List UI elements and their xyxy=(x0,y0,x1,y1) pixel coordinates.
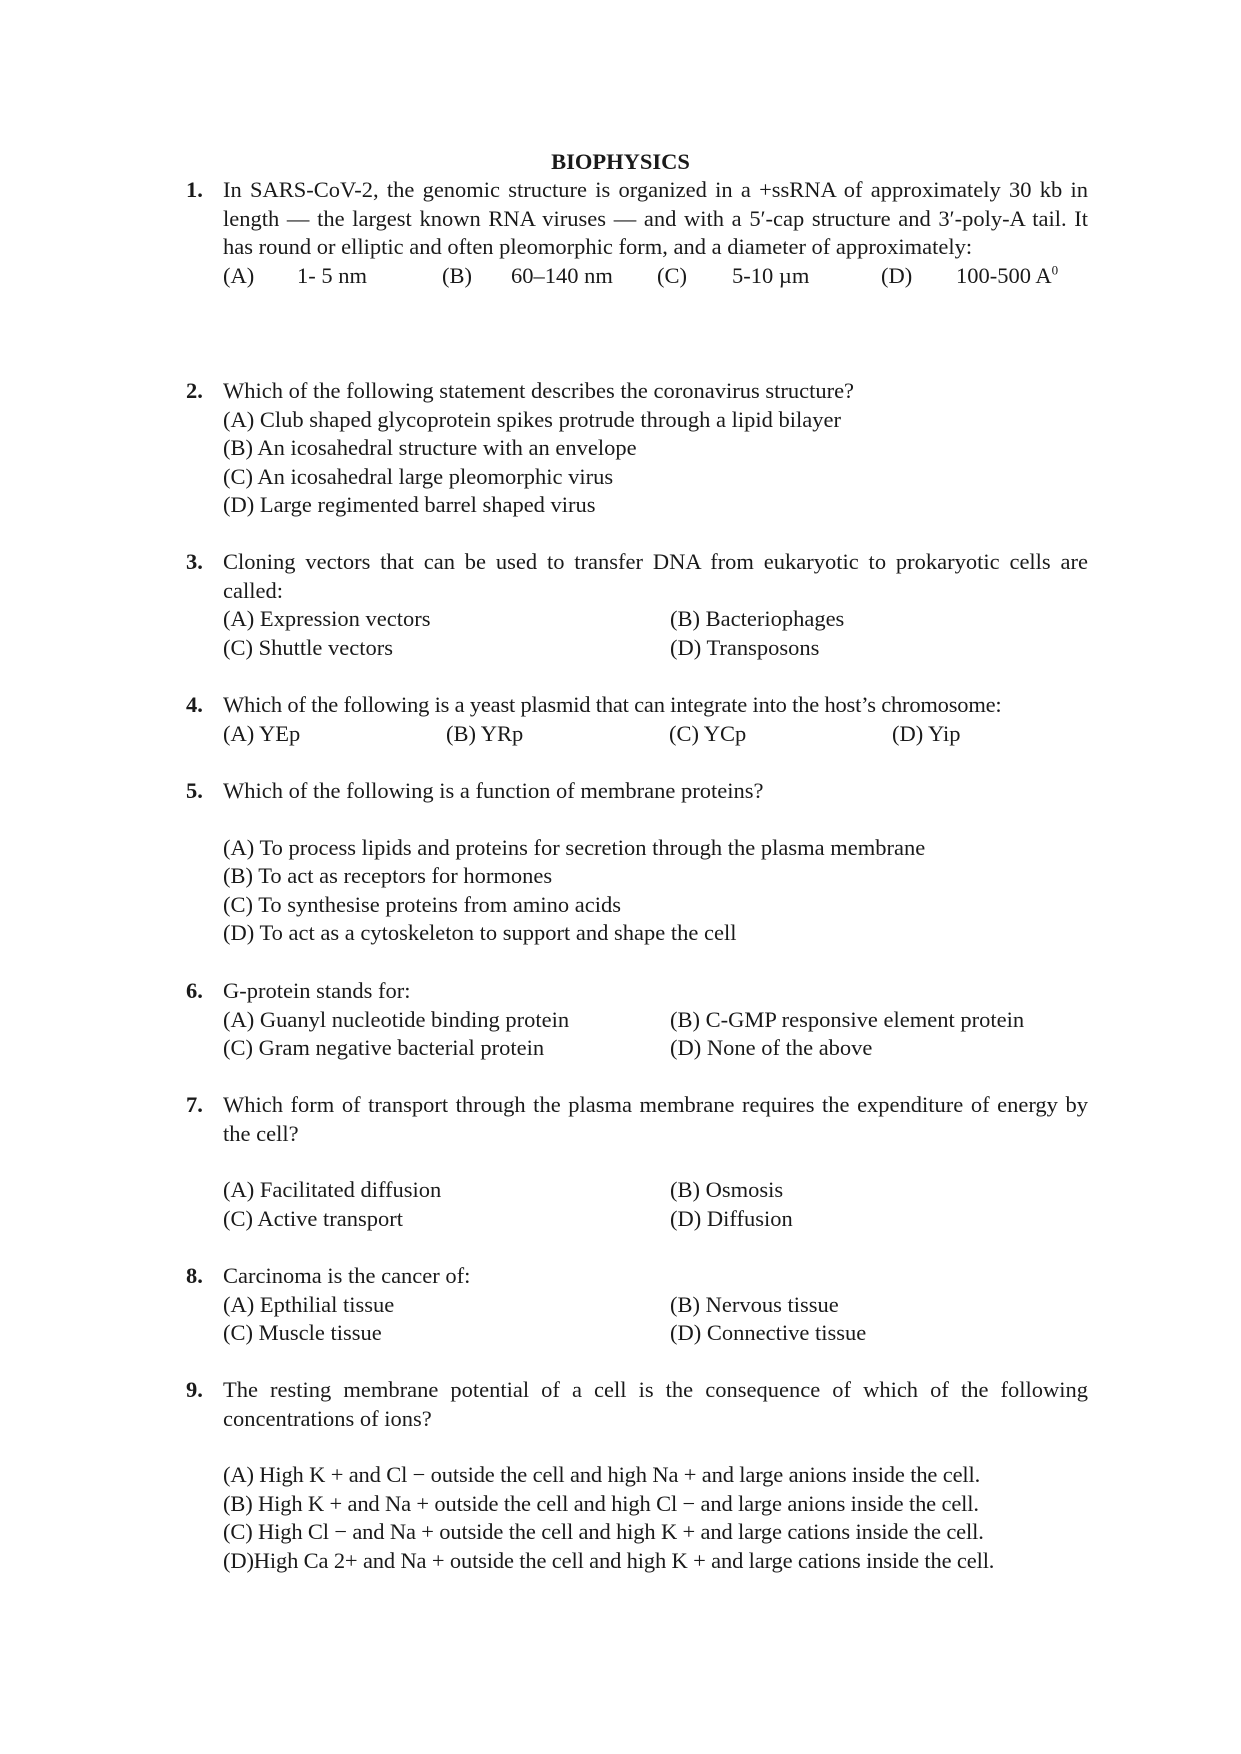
options-row xyxy=(223,720,1088,749)
option-c: (C) An icosahedral large pleomorphic virus xyxy=(223,463,614,489)
option-a: (A) Facilitated diffusion xyxy=(223,1177,442,1202)
question-number: 8. xyxy=(186,1263,203,1288)
option-b: (B) An icosahedral structure with an envelope xyxy=(223,435,637,460)
option-b-label: (B) xyxy=(442,262,472,288)
question-text: Which form of transport through the plasma membrane requires the expenditure of energy by the cell? xyxy=(223,1092,1088,1146)
options-grid xyxy=(223,1006,1088,1063)
question-text: In SARS-CoV-2, the genomic structure is organized in a +ssRNA of approximately 30 kb in length — the largest known RNA viruses — and with a 5′-cap structure and 3′-poly-A tail. It has round or elliptic and often pleomorphic form, and a diameter of approximately: xyxy=(223,177,1088,259)
option-d: (D) Diffusion xyxy=(670,1205,793,1231)
question-3 xyxy=(186,548,1088,662)
question-number: 6. xyxy=(186,978,203,1003)
options-grid xyxy=(223,605,1088,662)
options-grid xyxy=(223,1291,1088,1348)
option-a: (A) To process lipids and proteins for secretion through the plasma membrane xyxy=(223,834,926,860)
option-b: (B) C-GMP responsive element protein xyxy=(670,1006,1025,1032)
question-7 xyxy=(186,1091,1088,1233)
question-text: The resting membrane potential of a cell is the consequence of which of the following concentrations of ions? xyxy=(223,1377,1088,1431)
option-b: (B) High K + and Na + outside the cell and high Cl − and large anions inside the cell. xyxy=(223,1490,979,1516)
question-2 xyxy=(186,377,1088,520)
options-list xyxy=(223,1461,1088,1575)
option-d: (D)High Ca 2+ and Na + outside the cell and high K + and large cations inside the cell. xyxy=(223,1547,995,1573)
option-b: (B) Osmosis xyxy=(670,1177,784,1202)
question-number: 3. xyxy=(186,549,203,574)
options-grid xyxy=(223,1176,1088,1233)
option-c: (C) To synthesise proteins from amino acids xyxy=(223,891,621,917)
option-c: (C) Shuttle vectors xyxy=(223,634,393,660)
option-c-value: 5-10 µm xyxy=(732,262,810,288)
question-8 xyxy=(186,1262,1088,1348)
option-b: (B) YRp xyxy=(446,720,524,746)
question-text: Which of the following statement describes the coronavirus structure? xyxy=(223,378,855,403)
question-number: 4. xyxy=(186,692,203,717)
question-text: G-protein stands for: xyxy=(223,978,411,1003)
option-c: (C) High Cl − and Na + outside the cell and high K + and large cations inside the cell. xyxy=(223,1519,984,1544)
option-a: (A) High K + and Cl − outside the cell and high Na + and large anions inside the cell. xyxy=(223,1462,981,1487)
question-4 xyxy=(186,691,1088,748)
question-6 xyxy=(186,977,1088,1063)
options-list xyxy=(223,834,1088,948)
question-number: 2. xyxy=(186,378,203,403)
question-text: Cloning vectors that can be used to transfer DNA from eukaryotic to prokaryotic cells are called: xyxy=(223,549,1088,603)
question-text: Which of the following is a function of membrane proteins? xyxy=(223,778,764,803)
option-d-label: (D) xyxy=(881,262,913,288)
option-c: (C) YCp xyxy=(669,720,747,746)
option-d-value: 100-500 $A^0$ xyxy=(956,262,1059,288)
page-title: BIOPHYSICS xyxy=(551,149,690,174)
option-c: (C) Gram negative bacterial protein xyxy=(223,1035,545,1060)
question-number: 1. xyxy=(186,177,203,202)
option-c: (C) Active transport xyxy=(223,1205,403,1231)
option-c-label: (C) xyxy=(657,262,687,288)
option-d: (D) Yip xyxy=(892,720,961,746)
option-a: (A) Guanyl nucleotide binding protein xyxy=(223,1006,570,1032)
option-a-label: (A) xyxy=(223,262,255,288)
option-c: (C) Muscle tissue xyxy=(223,1320,382,1345)
option-b: (B) To act as receptors for hormones xyxy=(223,863,553,888)
option-b-value: 60–140 nm xyxy=(511,262,613,288)
option-b: (B) Bacteriophages xyxy=(670,606,845,631)
option-d: (D) To act as a cytoskeleton to support and shape the cell xyxy=(223,920,737,945)
question-number: 5. xyxy=(186,778,203,803)
option-a: (A) Club shaped glycoprotein spikes protrude through a lipid bilayer xyxy=(223,406,841,432)
option-a-value: 1- 5 nm xyxy=(297,262,367,288)
question-number: 9. xyxy=(186,1377,203,1402)
option-a: (A) Expression vectors xyxy=(223,606,431,631)
option-d: (D) Connective tissue xyxy=(670,1320,867,1345)
question-1 xyxy=(186,176,1088,290)
question-text: Carcinoma is the cancer of: xyxy=(223,1263,471,1288)
options-list xyxy=(223,406,1088,520)
option-d: (D) None of the above xyxy=(670,1035,873,1060)
option-d: (D) Large regimented barrel shaped virus xyxy=(223,492,596,517)
question-9 xyxy=(186,1376,1088,1575)
option-a: (A) Epthilial tissue xyxy=(223,1291,395,1317)
options-row xyxy=(223,262,1088,291)
question-number: 7. xyxy=(186,1092,203,1117)
option-b: (B) Nervous tissue xyxy=(670,1291,839,1317)
option-a: (A) YEp xyxy=(223,720,301,746)
superscript: 0 xyxy=(1051,262,1059,277)
question-5 xyxy=(186,777,1088,948)
option-d: (D) Transposons xyxy=(670,634,820,660)
question-text: Which of the following is a yeast plasmid that can integrate into the host’s chromosome: xyxy=(223,692,1002,717)
